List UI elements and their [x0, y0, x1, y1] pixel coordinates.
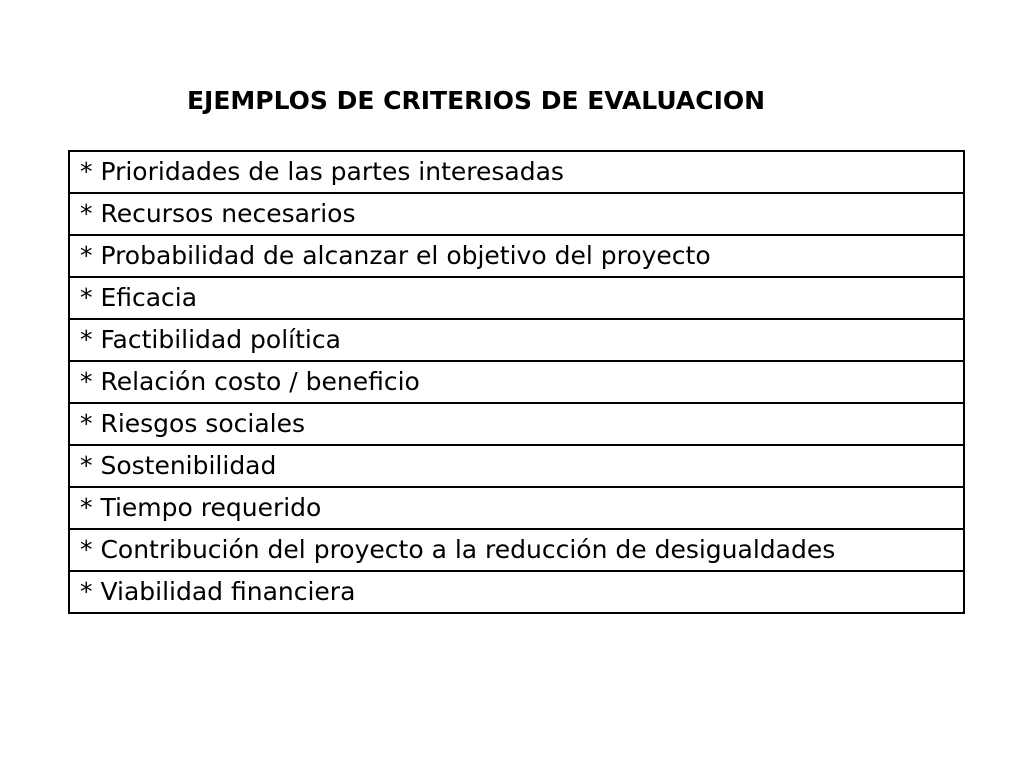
criterion-cell: * Riesgos sociales [69, 403, 964, 445]
table-row [69, 235, 964, 277]
criterion-cell: * Probabilidad de alcanzar el objetivo del proyecto [69, 235, 964, 277]
table-row [69, 445, 964, 487]
criteria-table [68, 150, 965, 614]
table-row [69, 361, 964, 403]
table-row [69, 487, 964, 529]
table-row [69, 571, 964, 613]
page-title: EJEMPLOS DE CRITERIOS DE EVALUACION [186, 86, 766, 115]
criterion-cell: * Sostenibilidad [69, 445, 964, 487]
criterion-cell: * Contribución del proyecto a la reducción de desigualdades [69, 529, 964, 571]
table-row [69, 151, 964, 193]
table-row [69, 277, 964, 319]
table-row [69, 529, 964, 571]
table-row [69, 403, 964, 445]
table-row [69, 319, 964, 361]
criterion-cell: * Prioridades de las partes interesadas [69, 151, 964, 193]
criterion-cell: * Relación costo / beneficio [69, 361, 964, 403]
criterion-cell: * Viabilidad financiera [69, 571, 964, 613]
criterion-cell: * Eficacia [69, 277, 964, 319]
criterion-cell: * Factibilidad política [69, 319, 964, 361]
criterion-cell: * Tiempo requerido [69, 487, 964, 529]
table-row [69, 193, 964, 235]
criterion-cell: * Recursos necesarios [69, 193, 964, 235]
